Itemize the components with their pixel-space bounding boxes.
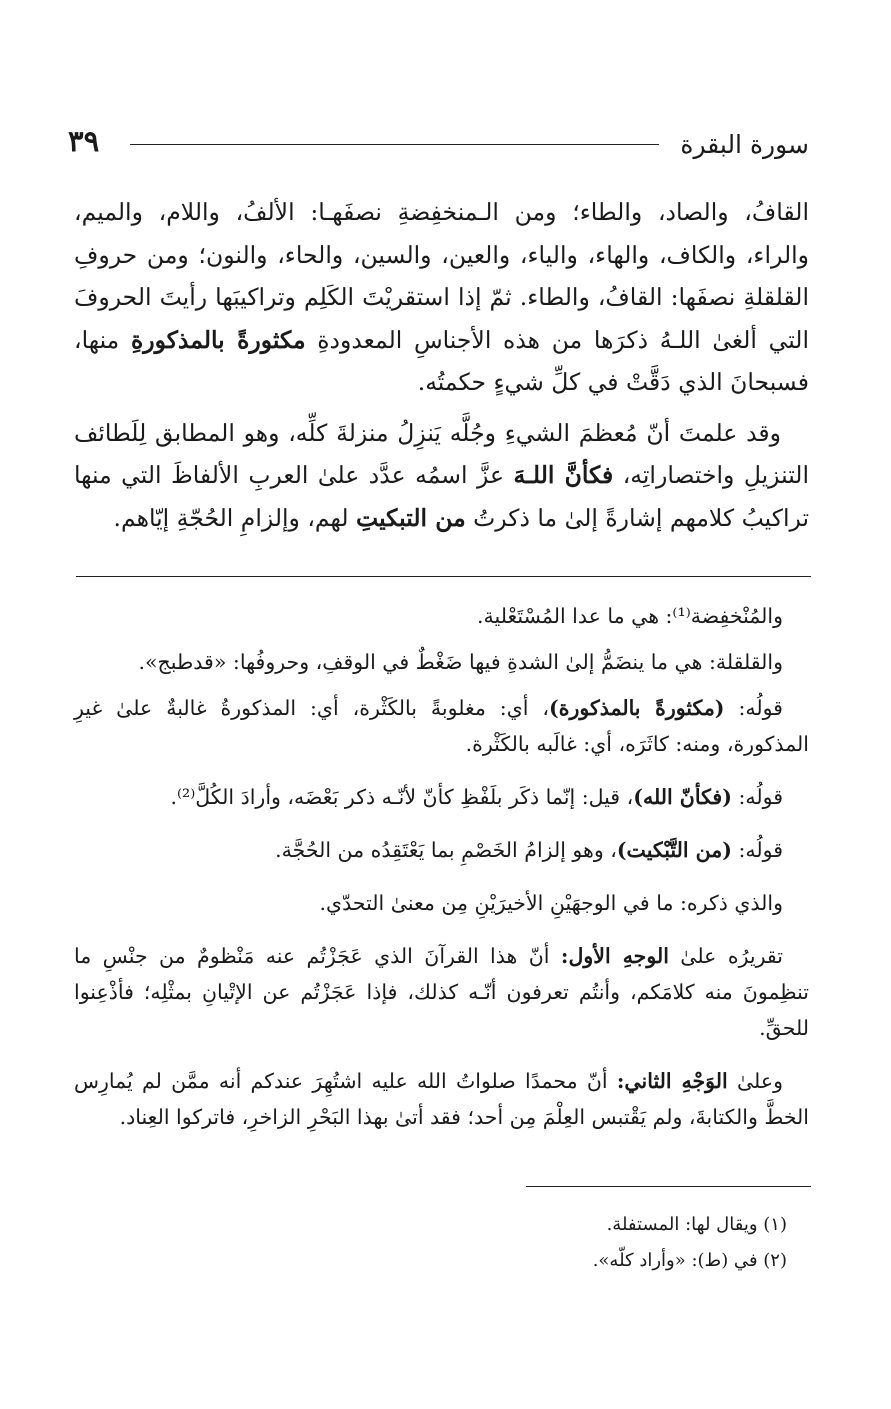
commentary-paragraph: والمُنْخفِضة⁽¹⁾: هي ما عدا المُسْتَعْلية. <box>477 604 783 628</box>
commentary-paragraph: قولُه: (فكأنّ الله)، قيل: إنّما ذكَر بلَفْظِ كأنّ لأنّـه ذكر بَعْضَه، وأرادَ الكُلَّ⁽²⁾. <box>170 785 783 809</box>
footnote-1: (١) ويقال لها: المستفلة. <box>606 1214 787 1235</box>
commentary-paragraph: والقلقلة: هي ما ينضَمُّ إلىٰ الشدةِ فيها ضَغْطٌ في الوقفِ، وحروفُها: «قدطبج». <box>138 650 783 674</box>
header-rule <box>130 144 659 145</box>
emphasis-text: مكثورةً بالمذكورةِ <box>130 325 306 354</box>
footnote-divider <box>526 1186 811 1187</box>
commentary-paragraph: قولُه: (من التَّبْكيت)، وهو إلزامُ الخَصْمِ بما يَعْتَقِدُه من الحُجَّة. <box>275 838 783 862</box>
commentary <box>74 598 809 1152</box>
commentary-paragraph: وعلىٰ الوَجْهِ الثاني: أنّ محمدًا صلواتُ الله عليه اشتُهِرَ عندكم أنه ممَّن لم يُمارِس الخطَّ والكتابةَ، ولم يَقْتبس العِلْمَ مِن أحد؛ فقد أتىٰ بهذا البَحْرِ الزاخرِ، فاتركوا العِناد. <box>74 1069 809 1129</box>
footnotes <box>76 1208 809 1280</box>
page-number: ٣٩ <box>68 124 100 158</box>
quoted-phrase: (مكثورةً بالمذكورة) <box>549 696 725 720</box>
commentary-paragraph: والذي ذكره: ما في الوجهَيْنِ الأخيرَيْنِ مِن معنىٰ التحدّي. <box>319 891 783 915</box>
commentary-paragraph: تقريرُه علىٰ الوجهِ الأول: أنّ هذا القرآنَ الذي عَجَزْتُم عنه مَنْظومٌ من جنْسِ ما تنظِمونَ منه كلامَكم، وأنتُم تعرفون أنّـه كذلك، فإذا عَجَزْتُم عن الإتْيانِ بمثْلِه؛ فأذْعِنوا للحقِّ. <box>74 944 809 1040</box>
quoted-phrase: (فكأنّ الله) <box>633 785 732 809</box>
commentary-divider <box>76 576 811 577</box>
main-paragraph-1: القافُ، والصاد، والطاء؛ ومن الـمنخفِضةِ نصفَهـا: الألفُ، واللام، والميم، والراء، والكاف، والهاء، والياء، والعين، والسين، والحاء، والنون؛ ومن حروفِ القلقلةِ نصفَها: القافُ، والطاء. ثمّ إذا استقريْتَ الكَلِم وتراكيبَها رأيتَ الحروفَ التي ألغىٰ اللـهُ ذكرَها من هذه الأجناسِ المعدودةِ مكثورةً بالمذكورةِ منها، فسبحانَ الذي دَقَّتْ في كلِّ شيءٍ حكمتُه. <box>74 198 809 396</box>
quoted-phrase: الوجهِ الأول: <box>560 944 669 968</box>
surah-title: سورة البقرة <box>680 130 809 159</box>
main-paragraph-2: وقد علمتَ أنّ مُعظمَ الشيءِ وجُلَّه يَنزِلُ منزلةَ كلِّه، وهو المطابق لِلَطائف التنزيلِ واختصاراتِه، فكأنَّ اللـهَ عزَّ اسمُه عدَّد علىٰ العربِ الألفاظَ التي منها تراكيبُ كلامهم إشارةً إلىٰ ما ذكرتُ من التبكيتِ لهم، وإلزامِ الحُجّةِ إيّاهم. <box>74 418 810 532</box>
quoted-phrase: (من التَّبْكيت) <box>616 838 732 862</box>
footnote-2: (٢) في (ط): «وأراد كلّه». <box>592 1250 787 1271</box>
commentary-paragraph: قولُه: (مكثورةً بالمذكورة)، أي: مغلوبةً بالكَثْرة، أي: المذكورةُ غالبةٌ علىٰ غيرِ المذكورة، ومنه: كاثَرَه، أي: غالَبه بالكَثْرة. <box>74 696 809 756</box>
quoted-phrase: الوَجْهِ الثاني: <box>616 1069 728 1093</box>
main-text <box>74 191 809 539</box>
emphasis-text: من التبكيتِ <box>356 503 466 532</box>
emphasis-text: فكأنَّ اللـهَ <box>513 461 614 489</box>
running-header <box>68 122 809 166</box>
